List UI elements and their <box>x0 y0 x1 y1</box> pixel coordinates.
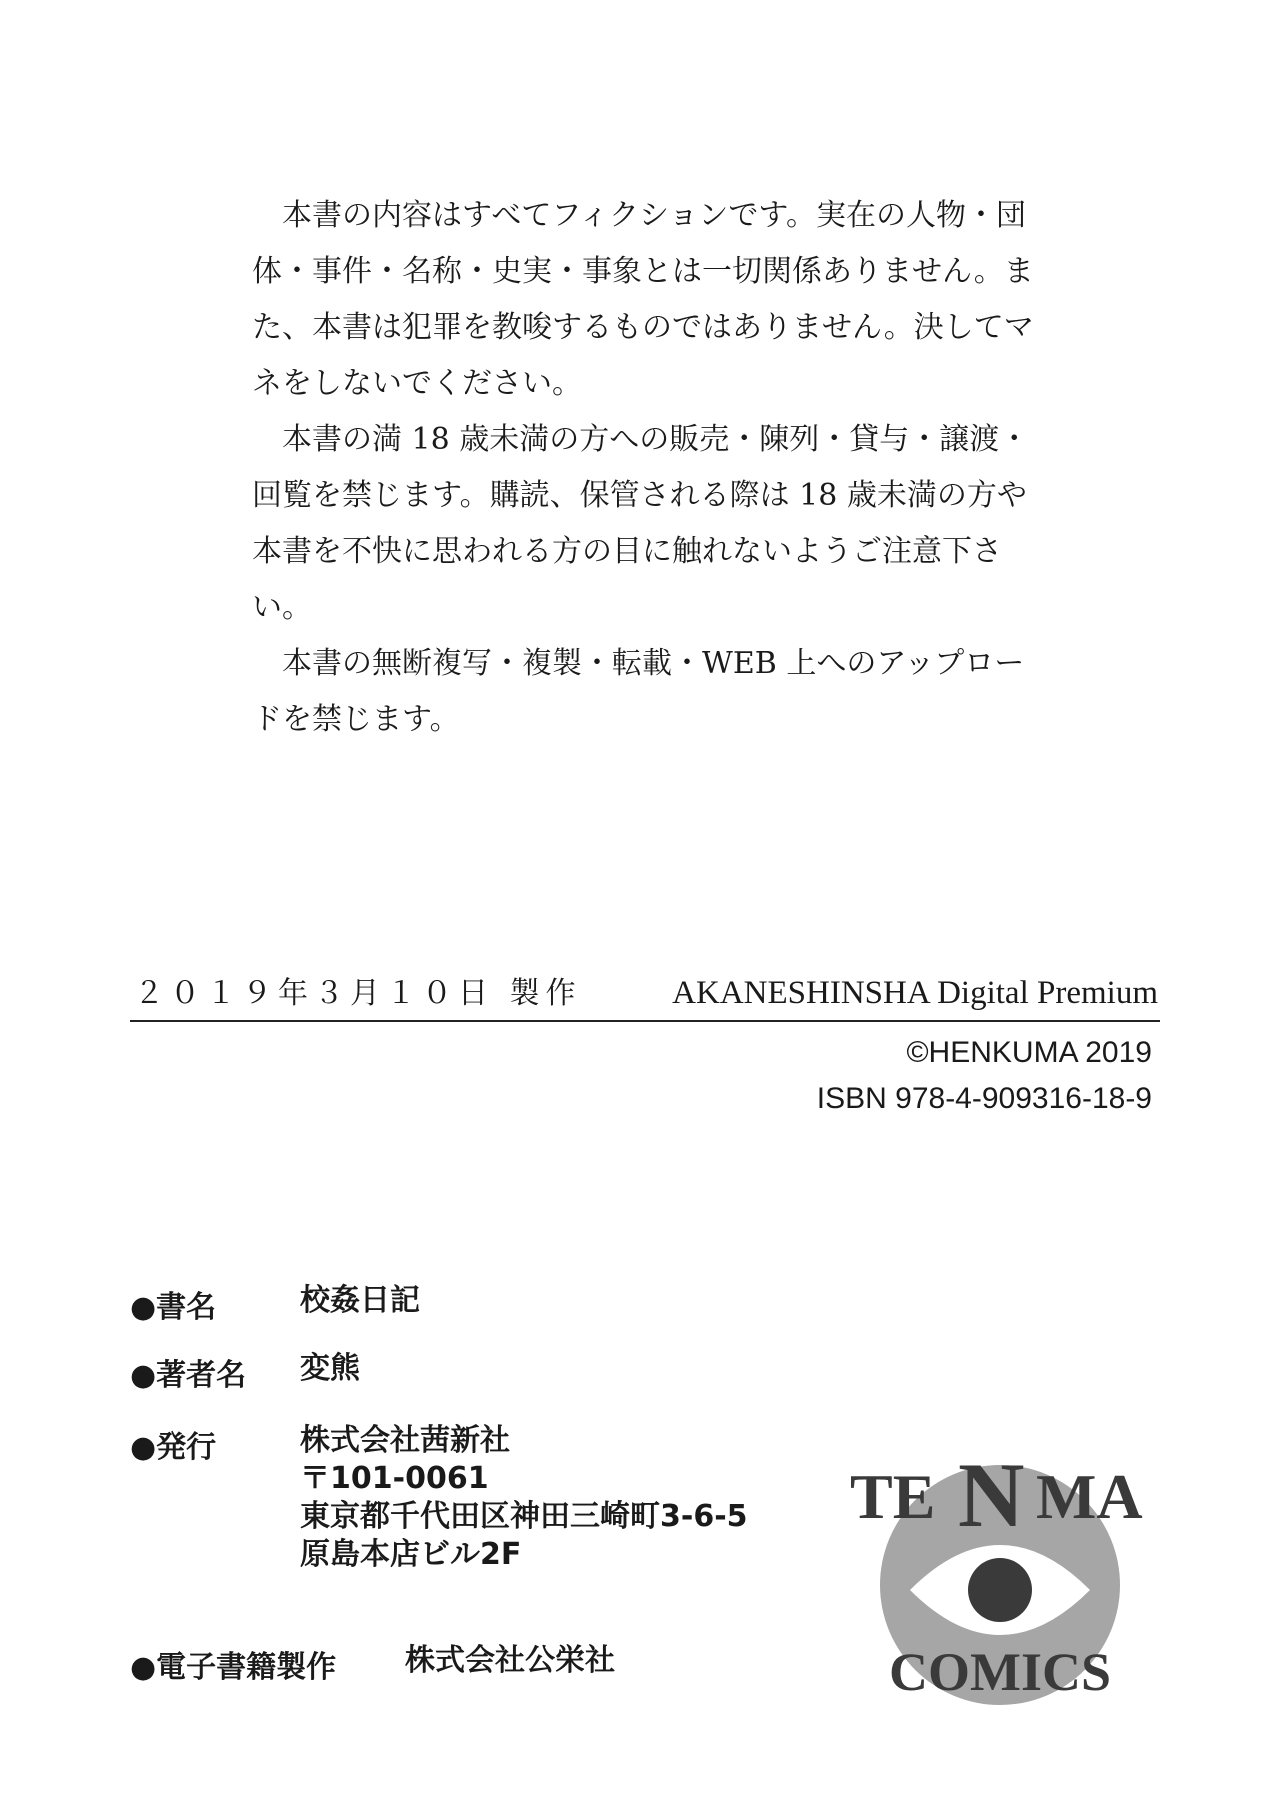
credit-label: ●電子書籍製作 <box>130 1650 337 1685</box>
tenma-comics-logo-graphic <box>850 1440 1150 1710</box>
address-line: 東京都千代田区神田三崎町3-6-5 <box>300 1499 748 1534</box>
credit-value: 株式会社公栄社 <box>405 1643 615 1678</box>
credit-value: 変熊 <box>300 1351 360 1386</box>
credit-label: ●発行 <box>130 1430 217 1465</box>
colophon-header <box>130 966 1160 1022</box>
svg-text:MA: MA <box>1036 1461 1143 1532</box>
svg-text:TE: TE <box>850 1461 936 1532</box>
notice-paragraph: 本書の内容はすべてフィクションです。実在の人物・団体・事件・名称・史実・事象とは一切関係ありません。また、本書は犯罪を教唆するものではありません。決してマネをしないでください。 <box>252 198 1034 401</box>
notice-paragraph: 本書の満 18 歳未満の方への販売・陳列・貸与・譲渡・回覧を禁じます。購読、保管される際は 18 歳未満の方や本書を不快に思われる方の目に触れないようご注意下さい。 <box>252 422 1030 625</box>
postal-code: 〒101-0061 <box>300 1461 489 1496</box>
tenma-comics-logo <box>850 1440 1150 1710</box>
credit-label: ●著者名 <box>130 1358 247 1393</box>
isbn-line: ISBN 978-4-909316-18-9 <box>816 1082 1152 1115</box>
notice-paragraph: 本書の無断複写・複製・転載・WEB 上へのアップロードを禁じます。 <box>252 646 1025 737</box>
building-line: 原島本店ビル2F <box>300 1537 522 1572</box>
logo-wordmark-top <box>850 1444 1143 1546</box>
eye-pupil-icon <box>968 1558 1032 1622</box>
svg-text:N: N <box>958 1444 1025 1546</box>
publisher-name: 株式会社茜新社 <box>300 1423 510 1458</box>
copyright-block <box>817 1030 1152 1122</box>
copyright-line: ©HENKUMA 2019 <box>906 1036 1152 1069</box>
legal-notice <box>252 188 1042 748</box>
production-date: ２０１９年３月１０日 製作 <box>134 976 582 1011</box>
publisher-label: AKANESHINSHA Digital Premium <box>672 975 1158 1011</box>
credit-label: ●書名 <box>130 1290 217 1325</box>
publisher-address <box>300 1422 748 1574</box>
logo-wordmark-bottom: COMICS <box>888 1642 1112 1702</box>
credit-value: 校姦日記 <box>300 1283 420 1318</box>
